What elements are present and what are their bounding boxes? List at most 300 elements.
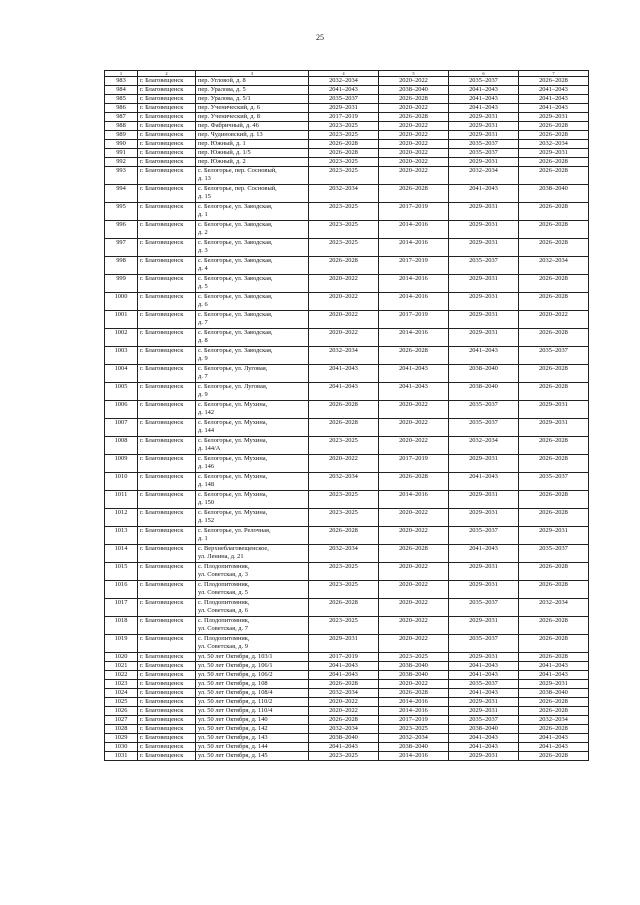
period-col7-cell: 2041–2043 [519,104,589,113]
city-cell: г. Благовещенск [138,473,196,491]
address-line: пер. Ученический, д. 8 [198,113,260,120]
row-number-cell: 1019 [105,635,138,653]
table-row [105,86,589,95]
period-col6-cell: 2029–2031 [449,455,519,473]
period-col6-cell: 2035–2037 [449,527,519,545]
address-line: д. 144/А [198,445,221,452]
period-col6-cell: 2038–2040 [449,383,519,401]
table-row [105,419,589,437]
table-row [105,77,589,86]
period-col7-cell: 2029–2031 [519,113,589,122]
period-col4-cell: 2032–2034 [309,725,379,734]
table-row [105,545,589,563]
table-row [105,662,589,671]
period-col6-cell: 2041–2043 [449,545,519,563]
period-col4-cell: 2035–2037 [309,95,379,104]
address-line: с. Белогорье, ул. Заводская, [198,221,273,228]
row-number-cell: 1009 [105,455,138,473]
address-line: с. Белогорье, ул. Луговая, [198,383,268,390]
period-col5-cell: 2041–2043 [379,383,449,401]
period-col4-cell: 2026–2028 [309,527,379,545]
period-col5-cell: 2026–2028 [379,185,449,203]
period-col5-cell: 2020–2022 [379,401,449,419]
period-col5-cell: 2017–2019 [379,716,449,725]
address-cell [196,149,309,158]
period-col6-cell: 2029–2031 [449,329,519,347]
address-cell [196,653,309,662]
table-row [105,563,589,581]
period-col5-cell: 2041–2043 [379,365,449,383]
city-cell: г. Благовещенск [138,95,196,104]
address-cell [196,122,309,131]
address-line: ул. 50 лет Октября, д. 103/1 [198,653,273,660]
period-col4-cell: 2041–2043 [309,662,379,671]
address-cell [196,689,309,698]
row-number-cell: 984 [105,86,138,95]
address-cell [196,725,309,734]
period-col7-cell: 2026–2028 [519,365,589,383]
column-number: 2 [138,71,196,77]
address-line: д. 9 [198,391,208,398]
city-cell: г. Благовещенск [138,104,196,113]
address-line: д. 4 [198,265,208,272]
period-col5-cell: 2020–2022 [379,437,449,455]
period-col6-cell: 2029–2031 [449,617,519,635]
row-number-cell: 1026 [105,707,138,716]
period-col4-cell: 2023–2025 [309,122,379,131]
table-row [105,473,589,491]
period-col7-cell: 2041–2043 [519,95,589,104]
schedule-table [104,70,589,761]
period-col4-cell: 2023–2025 [309,581,379,599]
period-col7-cell: 2026–2028 [519,725,589,734]
address-cell [196,734,309,743]
period-col5-cell: 2017–2019 [379,311,449,329]
address-line: с. Плодопитомник, [198,617,250,624]
period-col7-cell: 2026–2028 [519,131,589,140]
address-line: д. 144 [198,427,215,434]
address-line: ул. 50 лет Октября, д. 106/1 [198,662,273,669]
address-cell [196,662,309,671]
period-col5-cell: 2026–2028 [379,545,449,563]
city-cell: г. Благовещенск [138,401,196,419]
row-number-cell: 1018 [105,617,138,635]
period-col7-cell: 2026–2028 [519,455,589,473]
address-cell [196,329,309,347]
period-col4-cell: 2026–2028 [309,716,379,725]
period-col6-cell: 2029–2031 [449,275,519,293]
row-number-cell: 995 [105,203,138,221]
address-line: с. Плодопитомник, [198,581,250,588]
city-cell: г. Благовещенск [138,599,196,617]
period-col5-cell: 2038–2040 [379,86,449,95]
table-row [105,689,589,698]
table-row [105,347,589,365]
table-row [105,455,589,473]
address-line: с. Белогорье, ул. Мухина, [198,419,268,426]
period-col6-cell: 2029–2031 [449,131,519,140]
page-number: 25 [316,33,324,42]
address-line: д. 146 [198,463,215,470]
period-col7-cell: 2035–2037 [519,473,589,491]
period-col4-cell: 2023–2025 [309,509,379,527]
period-col4-cell: 2026–2028 [309,257,379,275]
period-col6-cell: 2029–2031 [449,158,519,167]
address-cell [196,77,309,86]
period-col5-cell: 2026–2028 [379,95,449,104]
row-number-cell: 993 [105,167,138,185]
row-number-cell: 1008 [105,437,138,455]
period-col6-cell: 2029–2031 [449,239,519,257]
period-col6-cell: 2041–2043 [449,671,519,680]
period-col4-cell: 2017–2019 [309,113,379,122]
address-cell [196,383,309,401]
city-cell: г. Благовещенск [138,653,196,662]
city-cell: г. Благовещенск [138,671,196,680]
table-row [105,239,589,257]
address-line: с. Белогорье, ул. Заводская, [198,203,273,210]
column-number: 4 [309,71,379,77]
city-cell: г. Благовещенск [138,185,196,203]
address-line: с. Белогорье, ул. Мухина, [198,437,268,444]
period-col6-cell: 2032–2034 [449,167,519,185]
row-number-cell: 1010 [105,473,138,491]
period-col6-cell: 2029–2031 [449,563,519,581]
address-line: ул. Советская, д. 9 [198,643,248,650]
address-line: с. Плодопитомник, [198,599,250,606]
city-cell: г. Благовещенск [138,617,196,635]
period-col4-cell: 2032–2034 [309,347,379,365]
table-row [105,509,589,527]
address-cell [196,635,309,653]
address-line: пер. Южный, д. 2 [198,158,246,165]
period-col4-cell: 2041–2043 [309,383,379,401]
address-line: с. Белогорье, ул. Заводская, [198,311,273,318]
address-cell [196,203,309,221]
period-col7-cell: 2026–2028 [519,581,589,599]
address-line: с. Верхнеблаговещенское, [198,545,269,552]
city-cell: г. Благовещенск [138,545,196,563]
period-col5-cell: 2014–2016 [379,239,449,257]
period-col7-cell: 2026–2028 [519,203,589,221]
period-col5-cell: 2020–2022 [379,140,449,149]
row-number-cell: 1014 [105,545,138,563]
address-line: пер. Фабричный, д. 46 [198,122,259,129]
address-line: ул. 50 лет Октября, д. 143 [198,734,268,741]
period-col4-cell: 2023–2025 [309,239,379,257]
city-cell: г. Благовещенск [138,365,196,383]
period-col5-cell: 2020–2022 [379,680,449,689]
row-number-cell: 1007 [105,419,138,437]
period-col7-cell: 2032–2034 [519,599,589,617]
period-col5-cell: 2020–2022 [379,122,449,131]
row-number-cell: 1020 [105,653,138,662]
period-col5-cell: 2026–2028 [379,347,449,365]
period-col5-cell: 2038–2040 [379,662,449,671]
table-row [105,716,589,725]
period-col7-cell: 2038–2040 [519,185,589,203]
city-cell: г. Благовещенск [138,419,196,437]
period-col6-cell: 2041–2043 [449,734,519,743]
table-row [105,743,589,752]
city-cell: г. Благовещенск [138,167,196,185]
period-col5-cell: 2020–2022 [379,104,449,113]
period-col6-cell: 2041–2043 [449,347,519,365]
address-cell [196,347,309,365]
period-col6-cell: 2029–2031 [449,221,519,239]
period-col6-cell: 2035–2037 [449,149,519,158]
address-line: ул. 50 лет Октября, д. 110/2 [198,698,273,705]
period-col6-cell: 2029–2031 [449,581,519,599]
address-line: ул. 50 лет Октября, д. 108 [198,680,268,687]
period-col5-cell: 2020–2022 [379,149,449,158]
address-line: пер. Угловой, д. 8 [198,77,246,84]
period-col4-cell: 2026–2028 [309,599,379,617]
period-col4-cell: 2020–2022 [309,707,379,716]
table-row [105,383,589,401]
table-row [105,671,589,680]
city-cell: г. Благовещенск [138,743,196,752]
address-line: с. Белогорье, ул. Луговая, [198,365,268,372]
period-col6-cell: 2029–2031 [449,707,519,716]
city-cell: г. Благовещенск [138,149,196,158]
address-cell [196,716,309,725]
address-line: с. Белогорье, ул. Заводская, [198,275,273,282]
period-col4-cell: 2023–2025 [309,167,379,185]
table-row [105,527,589,545]
address-line: ул. Советская, д. 3 [198,571,248,578]
address-line: д. 7 [198,373,208,380]
address-line: д. 9 [198,355,208,362]
table-row [105,167,589,185]
period-col4-cell: 2026–2028 [309,419,379,437]
row-number-cell: 990 [105,140,138,149]
period-col7-cell: 2026–2028 [519,491,589,509]
period-col6-cell: 2035–2037 [449,257,519,275]
city-cell: г. Благовещенск [138,383,196,401]
period-col6-cell: 2035–2037 [449,401,519,419]
period-col4-cell: 2041–2043 [309,365,379,383]
city-cell: г. Благовещенск [138,698,196,707]
table-row [105,185,589,203]
period-col7-cell: 2041–2043 [519,743,589,752]
address-line: ул. Ленина, д. 21 [198,553,244,560]
period-col5-cell: 2020–2022 [379,167,449,185]
row-number-cell: 986 [105,104,138,113]
city-cell: г. Благовещенск [138,527,196,545]
period-col7-cell: 2041–2043 [519,734,589,743]
row-number-cell: 1015 [105,563,138,581]
address-cell [196,86,309,95]
city-cell: г. Благовещенск [138,491,196,509]
period-col5-cell: 2038–2040 [379,671,449,680]
address-cell [196,95,309,104]
address-cell [196,365,309,383]
address-line: д. 3 [198,247,208,254]
period-col5-cell: 2017–2019 [379,257,449,275]
period-col7-cell: 2029–2031 [519,680,589,689]
period-col7-cell: 2026–2028 [519,167,589,185]
period-col4-cell: 2017–2019 [309,653,379,662]
table-row [105,491,589,509]
address-cell [196,455,309,473]
address-cell [196,293,309,311]
city-cell: г. Благовещенск [138,680,196,689]
row-number-cell: 1017 [105,599,138,617]
address-line: с. Белогорье, ул. Заводская, [198,329,273,336]
row-number-cell: 989 [105,131,138,140]
address-cell [196,680,309,689]
column-number: 1 [105,71,138,77]
period-col5-cell: 2020–2022 [379,617,449,635]
row-number-cell: 998 [105,257,138,275]
period-col4-cell: 2023–2025 [309,617,379,635]
address-cell [196,158,309,167]
column-number: 7 [519,71,589,77]
address-line: с. Белогорье, ул. Заводская, [198,257,273,264]
period-col7-cell: 2026–2028 [519,329,589,347]
address-line: с. Белогорье, ул. Мухина, [198,509,268,516]
row-number-cell: 1003 [105,347,138,365]
address-cell [196,509,309,527]
address-cell [196,239,309,257]
table-row [105,203,589,221]
period-col6-cell: 2029–2031 [449,311,519,329]
city-cell: г. Благовещенск [138,257,196,275]
period-col7-cell: 2038–2040 [519,689,589,698]
city-cell: г. Благовещенск [138,113,196,122]
period-col5-cell: 2014–2016 [379,329,449,347]
address-cell [196,185,309,203]
period-col4-cell: 2020–2022 [309,311,379,329]
row-number-cell: 987 [105,113,138,122]
period-col4-cell: 2020–2022 [309,293,379,311]
period-col5-cell: 2020–2022 [379,509,449,527]
row-number-cell: 1013 [105,527,138,545]
row-number-cell: 1024 [105,689,138,698]
period-col5-cell: 2038–2040 [379,743,449,752]
period-col6-cell: 2041–2043 [449,95,519,104]
address-line: ул. 50 лет Октября, д. 108/4 [198,689,273,696]
period-col4-cell: 2020–2022 [309,329,379,347]
period-col4-cell: 2026–2028 [309,401,379,419]
period-col4-cell: 2032–2034 [309,185,379,203]
row-number-cell: 1006 [105,401,138,419]
row-number-cell: 1011 [105,491,138,509]
table-row [105,140,589,149]
city-cell: г. Благовещенск [138,689,196,698]
address-line: д. 1 [198,535,208,542]
row-number-cell: 1029 [105,734,138,743]
city-cell: г. Благовещенск [138,77,196,86]
table-row [105,401,589,419]
period-col5-cell: 2014–2016 [379,275,449,293]
address-line: ул. 50 лет Октября, д. 110/4 [198,707,273,714]
address-cell [196,707,309,716]
table-row [105,437,589,455]
address-line: с. Белогорье, ул. Заводская, [198,293,273,300]
period-col6-cell: 2032–2034 [449,437,519,455]
period-col5-cell: 2014–2016 [379,698,449,707]
table-row [105,131,589,140]
period-col6-cell: 2035–2037 [449,599,519,617]
period-col4-cell: 2041–2043 [309,671,379,680]
period-col4-cell: 2026–2028 [309,680,379,689]
period-col7-cell: 2032–2034 [519,140,589,149]
period-col7-cell: 2041–2043 [519,671,589,680]
city-cell: г. Благовещенск [138,734,196,743]
address-cell [196,104,309,113]
period-col7-cell: 2026–2028 [519,653,589,662]
address-line: д. 2 [198,229,208,236]
city-cell: г. Благовещенск [138,158,196,167]
address-line: с. Белогорье, ул. Заводская, [198,347,273,354]
address-cell [196,671,309,680]
period-col7-cell: 2026–2028 [519,275,589,293]
period-col6-cell: 2029–2031 [449,491,519,509]
row-number-cell: 1021 [105,662,138,671]
period-col7-cell: 2020–2022 [519,311,589,329]
table-row [105,158,589,167]
address-cell [196,221,309,239]
city-cell: г. Благовещенск [138,131,196,140]
address-cell [196,275,309,293]
period-col7-cell: 2029–2031 [519,149,589,158]
period-col6-cell: 2035–2037 [449,716,519,725]
period-col6-cell: 2035–2037 [449,140,519,149]
address-cell [196,419,309,437]
address-cell [196,617,309,635]
address-line: ул. 50 лет Октября, д. 144 [198,743,268,750]
period-col6-cell: 2035–2037 [449,77,519,86]
address-cell [196,743,309,752]
period-col7-cell: 2029–2031 [519,401,589,419]
table-row [105,221,589,239]
period-col6-cell: 2041–2043 [449,185,519,203]
address-line: д. 6 [198,301,208,308]
period-col6-cell: 2041–2043 [449,743,519,752]
period-col4-cell: 2038–2040 [309,734,379,743]
period-col7-cell: 2026–2028 [519,752,589,761]
period-col4-cell: 2023–2025 [309,203,379,221]
address-line: с. Белогорье, пер. Сосновый, [198,167,277,174]
address-line: с. Белогорье, ул. Релочная, [198,527,271,534]
period-col5-cell: 2020–2022 [379,599,449,617]
column-number: 6 [449,71,519,77]
table-row [105,752,589,761]
table-row [105,329,589,347]
address-line: с. Белогорье, пер. Сосновый, [198,185,277,192]
address-cell [196,131,309,140]
period-col7-cell: 2026–2028 [519,221,589,239]
table-row [105,581,589,599]
address-cell [196,257,309,275]
city-cell: г. Благовещенск [138,437,196,455]
row-number-cell: 1002 [105,329,138,347]
period-col4-cell: 2023–2025 [309,752,379,761]
period-col4-cell: 2020–2022 [309,455,379,473]
period-col5-cell: 2020–2022 [379,131,449,140]
period-col7-cell: 2026–2028 [519,509,589,527]
row-number-cell: 1000 [105,293,138,311]
table-row [105,599,589,617]
row-number-cell: 994 [105,185,138,203]
period-col4-cell: 2041–2043 [309,86,379,95]
period-col6-cell: 2029–2031 [449,113,519,122]
address-line: д. 142 [198,409,215,416]
period-col6-cell: 2029–2031 [449,653,519,662]
period-col6-cell: 2029–2031 [449,203,519,221]
